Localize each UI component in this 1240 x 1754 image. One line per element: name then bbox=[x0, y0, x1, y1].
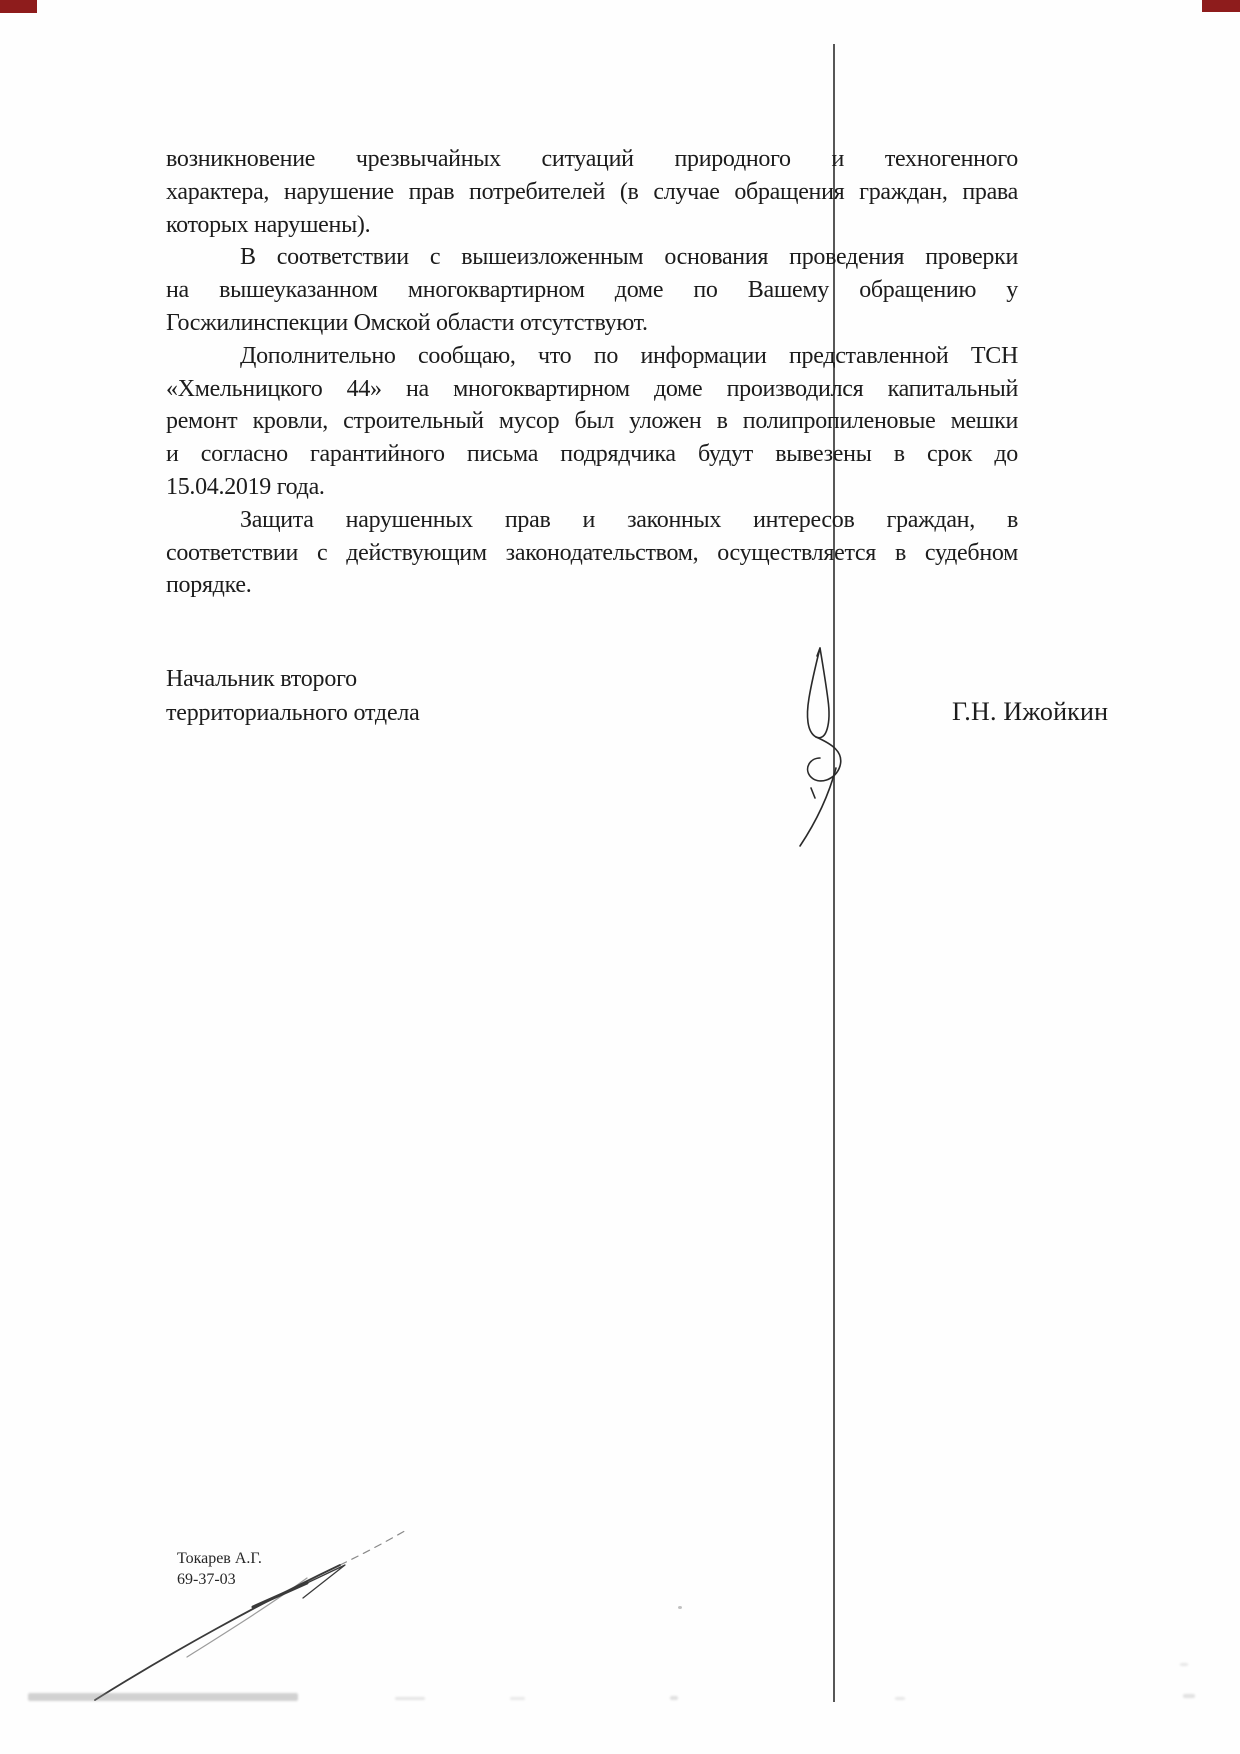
scan-smudge bbox=[895, 1697, 905, 1700]
body-text-line: Защита нарушенных прав и законных интересов граждан, в bbox=[240, 506, 1018, 533]
scan-corner-artifact-left bbox=[0, 0, 37, 13]
scan-smudge bbox=[1183, 1694, 1195, 1698]
executor-phone: 69-37-03 bbox=[177, 1571, 236, 1588]
body-text-line: Дополнительно сообщаю, что по информации представленной ТСН bbox=[240, 342, 1018, 369]
scan-smudge bbox=[1180, 1663, 1188, 1666]
body-text-line: соответствии с действующим законодательством, осуществляется в судебном bbox=[166, 539, 1018, 566]
body-text-line: В соответствии с вышеизложенным основания проведения проверки bbox=[240, 244, 1018, 271]
scan-smudge bbox=[28, 1693, 298, 1701]
handwritten-pen-flourish bbox=[75, 1515, 420, 1705]
executor-name: Токарев А.Г. bbox=[177, 1550, 262, 1567]
body-text-line: и согласно гарантийного письма подрядчика будут вывезены в срок до bbox=[166, 441, 1018, 468]
body-text-line: характера, нарушение прав потребителей (в случае обращения граждан, права bbox=[166, 178, 1018, 205]
body-text-line: Госжилинспекции Омской области отсутствуют. bbox=[166, 309, 648, 336]
body-text-line: «Хмельницкого 44» на многоквартирном доме производился капитальный bbox=[166, 375, 1018, 402]
scan-speck bbox=[678, 1606, 682, 1609]
handwritten-signature bbox=[770, 640, 870, 850]
body-text-line: возникновение чрезвычайных ситуаций природного и техногенного bbox=[166, 146, 1018, 172]
body-text-line: на вышеуказанном многоквартирном доме по Вашему обращению у bbox=[166, 277, 1018, 304]
scan-smudge bbox=[670, 1696, 678, 1700]
scan-smudge bbox=[395, 1697, 425, 1700]
signer-name: Г.Н. Ижойкин bbox=[952, 697, 1109, 726]
scan-smudge bbox=[510, 1697, 525, 1700]
body-text-line: ремонт кровли, строительный мусор был уложен в полипропиленовые мешки bbox=[166, 408, 1018, 435]
signer-title-line1: Начальник второго bbox=[166, 666, 357, 692]
body-text-line: 15.04.2019 года. bbox=[166, 473, 325, 500]
letter-body bbox=[166, 143, 1018, 602]
scan-corner-artifact-right bbox=[1202, 0, 1240, 12]
body-text-line: порядке. bbox=[166, 572, 252, 599]
body-text-line: которых нарушены). bbox=[166, 211, 371, 238]
signer-title-line2: территориального отдела bbox=[166, 700, 420, 726]
